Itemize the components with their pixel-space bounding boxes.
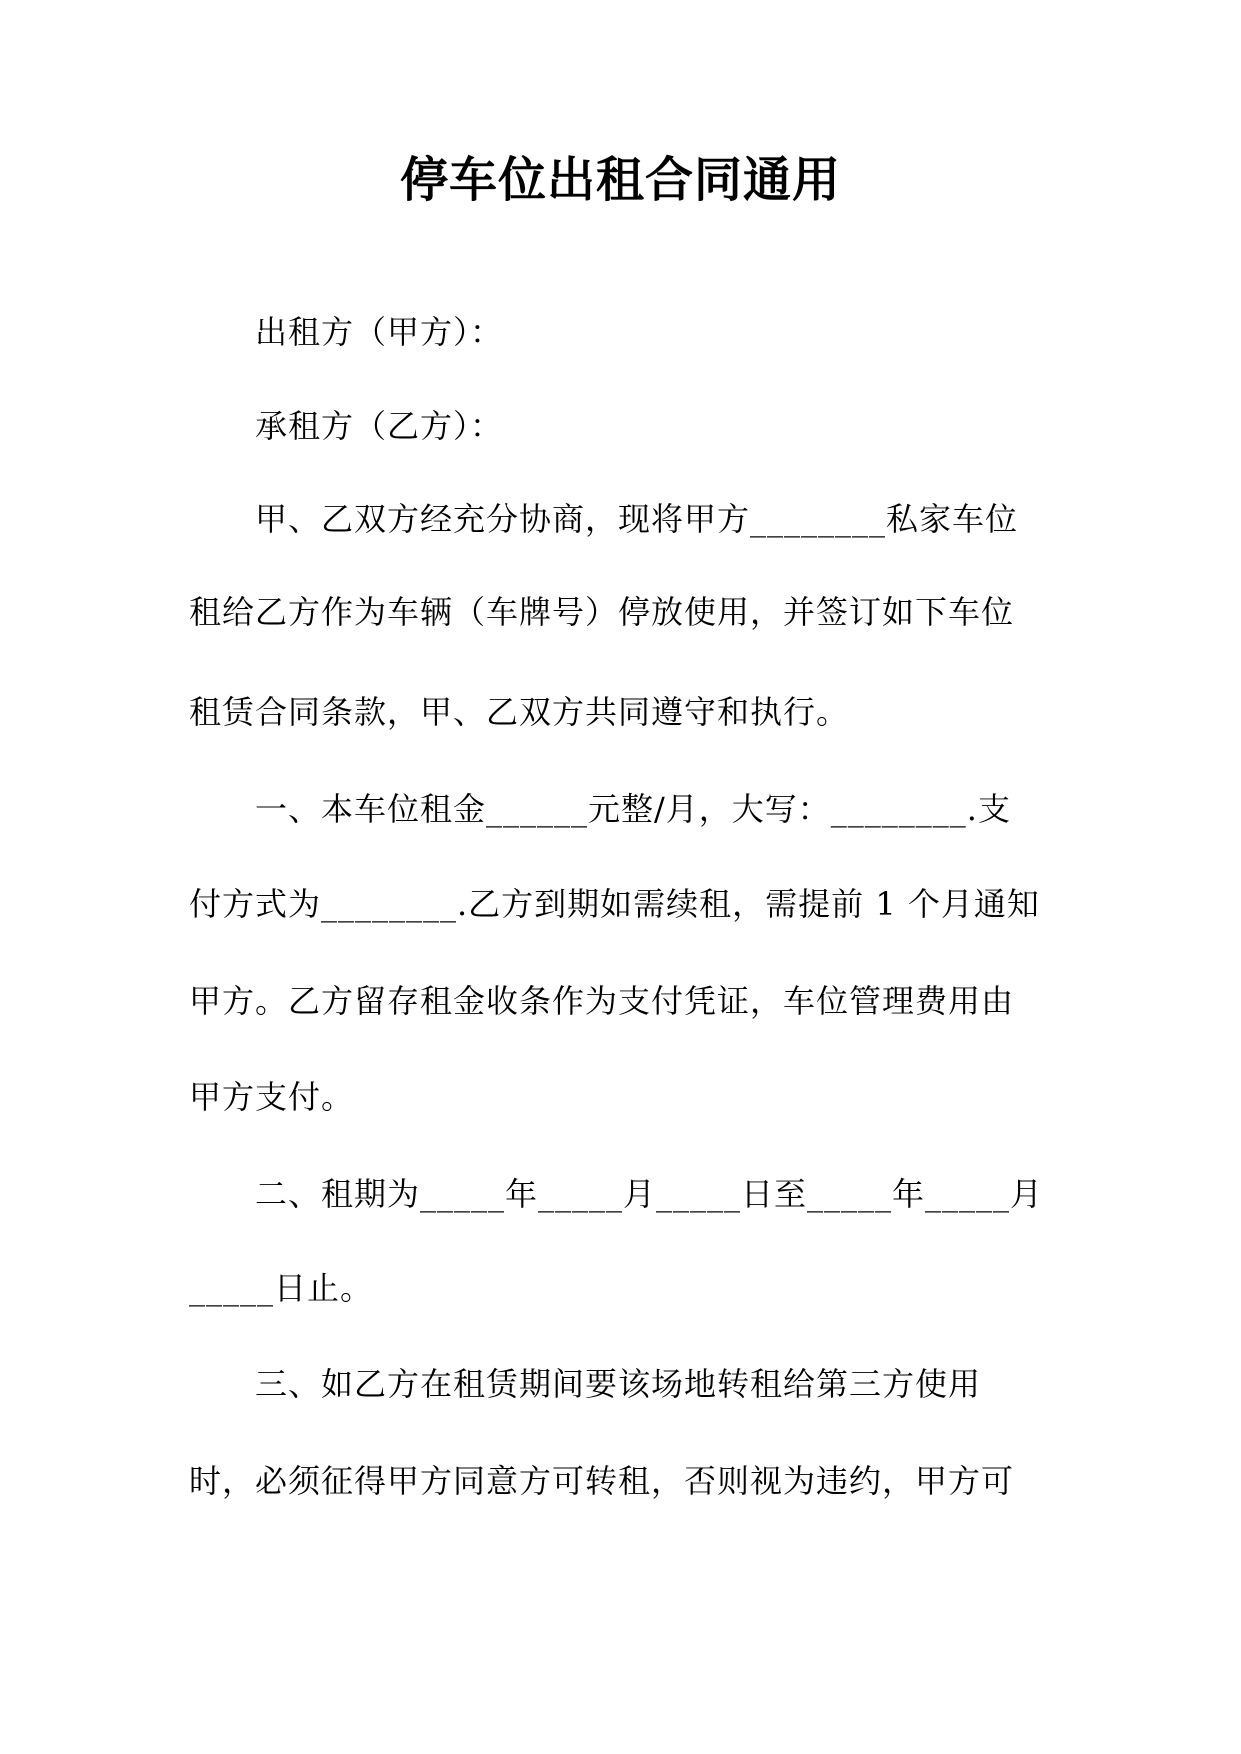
document-title: 停车位出租合同通用: [399, 152, 841, 208]
paragraph-line: 租给乙方作为车辆（车牌号）停放使用，并签订如下车位: [189, 593, 1015, 631]
clause-2-line: _____日止。: [189, 1269, 374, 1307]
clause-3-line: 时，必须征得甲方同意方可转租，否则视为违约，甲方可: [189, 1462, 1015, 1500]
clause-3-line: 三、如乙方在租赁期间要该场地转租给第三方使用: [255, 1365, 982, 1403]
clause-1-line: 甲方。乙方留存租金收条作为支付凭证，车位管理费用由: [189, 982, 1015, 1020]
clause-1-line: 甲方支付。: [189, 1078, 355, 1116]
paragraph-line: 租赁合同条款，甲、乙双方共同遵守和执行。: [189, 693, 850, 731]
lessee-line: 承租方（乙方）：: [255, 407, 504, 445]
lessor-line: 出租方（甲方）：: [255, 313, 504, 351]
clause-2-line: 二、租期为_____年_____月_____日至_____年_____月: [255, 1175, 1044, 1213]
paragraph-line: 甲、乙双方经充分协商，现将甲方________私家车位: [255, 500, 1019, 538]
clause-1-line: 付方式为________.乙方到期如需续租，需提前 1 个月通知: [189, 885, 1040, 923]
clause-1-line: 一、本车位租金______元整/月，大写：________.支: [255, 790, 1011, 828]
